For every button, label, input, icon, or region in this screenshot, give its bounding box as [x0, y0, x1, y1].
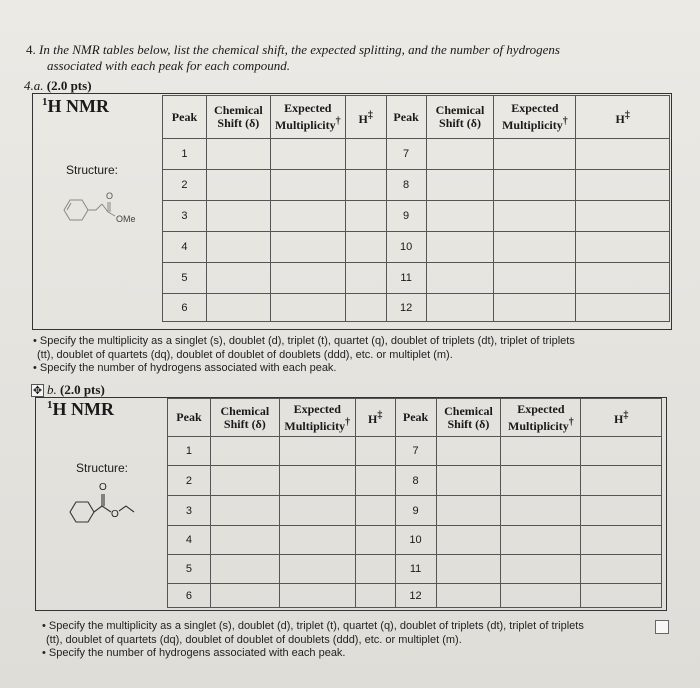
peak-number: 8 [386, 170, 426, 201]
peak-number: 3 [168, 496, 211, 526]
table-row [163, 263, 670, 294]
h-count-cell[interactable] [576, 263, 670, 294]
multiplicity-cell[interactable] [501, 466, 581, 496]
h-count-cell[interactable] [345, 294, 386, 322]
peak-number: 2 [163, 170, 207, 201]
multiplicity-cell[interactable] [270, 170, 345, 201]
question-number: 4. [26, 42, 36, 57]
shift-cell[interactable] [436, 555, 501, 584]
table-row [168, 437, 662, 466]
part-b-label: b. (2.0 pts) [47, 382, 105, 397]
h-count-cell[interactable] [576, 232, 670, 263]
table-row [168, 526, 662, 555]
header-peak: Peak [386, 96, 426, 139]
part-b-nmr-table [167, 398, 662, 608]
header-chemical-shift: Chemical Shift (δ) [426, 96, 494, 139]
peak-number: 7 [386, 139, 426, 170]
table-row [163, 294, 670, 322]
shift-cell[interactable] [210, 584, 279, 608]
h-count-cell[interactable] [345, 201, 386, 232]
part-b-ester-o: O [111, 509, 119, 520]
h-count-cell[interactable] [576, 294, 670, 322]
peak-number: 4 [163, 232, 207, 263]
h-count-cell[interactable] [355, 466, 395, 496]
peak-number: 12 [386, 294, 426, 322]
multiplicity-cell[interactable] [501, 584, 581, 608]
peak-number: 10 [386, 232, 426, 263]
h-count-cell[interactable] [345, 263, 386, 294]
peak-number: 10 [395, 526, 436, 555]
shift-cell[interactable] [426, 263, 494, 294]
table-row [163, 139, 670, 170]
peak-number: 11 [386, 263, 426, 294]
table-row [168, 584, 662, 608]
shift-cell[interactable] [426, 294, 494, 322]
h-count-cell[interactable] [355, 437, 395, 466]
shift-cell[interactable] [210, 496, 279, 526]
question-text [26, 42, 676, 74]
h-count-cell[interactable] [576, 139, 670, 170]
peak-number: 8 [395, 466, 436, 496]
shift-cell[interactable] [426, 170, 494, 201]
question-line-1: In the NMR tables below, list the chemical shift, the expected splitting, and the number of hydrogens [39, 42, 560, 57]
peak-number: 3 [163, 201, 207, 232]
table-row [163, 201, 670, 232]
multiplicity-cell[interactable] [494, 139, 576, 170]
shift-cell[interactable] [206, 232, 270, 263]
header-chemical-shift: Chemical Shift (δ) [206, 96, 270, 139]
table-row [163, 232, 670, 263]
part-a-note-2: (tt), doublet of quartets (dq), doublet of doublet of doublets (ddd), etc. or multiplet (m). [37, 348, 453, 361]
part-a-nmr-title: $^1$H NMR [42, 96, 109, 116]
part-a-notes [33, 335, 673, 376]
multiplicity-cell[interactable] [494, 294, 576, 322]
header-multiplicity: Expected Multiplicity† [270, 96, 345, 139]
part-a-structure-drawing [58, 186, 148, 228]
table-row [168, 466, 662, 496]
multiplicity-cell[interactable] [494, 201, 576, 232]
multiplicity-cell[interactable] [270, 201, 345, 232]
shift-cell[interactable] [210, 555, 279, 584]
multiplicity-cell[interactable] [494, 232, 576, 263]
h-count-cell[interactable] [355, 584, 395, 608]
h-count-cell[interactable] [345, 170, 386, 201]
part-b-note-3: • Specify the number of hydrogens associated with each peak. [42, 647, 346, 659]
shift-cell[interactable] [436, 584, 501, 608]
header-chemical-shift: Chemical Shift (δ) [210, 399, 279, 437]
shift-cell[interactable] [206, 139, 270, 170]
part-b-note-1: • Specify the multiplicity as a singlet (s), doublet (d), triplet (t), quartet (q), doublet of triplets (dt), triplet of triplets [42, 620, 584, 632]
multiplicity-cell[interactable] [270, 263, 345, 294]
shift-cell[interactable] [206, 201, 270, 232]
part-b-header-row [168, 399, 662, 437]
multiplicity-cell[interactable] [279, 555, 355, 584]
header-peak: Peak [163, 96, 207, 139]
table-row [168, 555, 662, 584]
multiplicity-cell[interactable] [501, 437, 581, 466]
checkbox-icon[interactable] [655, 620, 669, 634]
peak-number: 5 [163, 263, 207, 294]
move-icon[interactable]: ✥ [32, 384, 43, 397]
part-a-nmr-table [162, 95, 670, 322]
multiplicity-cell[interactable] [501, 555, 581, 584]
multiplicity-cell[interactable] [279, 496, 355, 526]
peak-number: 7 [395, 437, 436, 466]
part-a-note-1: • Specify the multiplicity as a singlet (s), doublet (d), triplet (t), quartet (q), doublet of triplets (dt), triplet of triplets [33, 335, 575, 347]
multiplicity-cell[interactable] [501, 496, 581, 526]
peak-number: 12 [395, 584, 436, 608]
peak-number: 6 [163, 294, 207, 322]
h-count-cell[interactable] [355, 496, 395, 526]
h-count-cell[interactable] [345, 232, 386, 263]
multiplicity-cell[interactable] [279, 526, 355, 555]
peak-number: 1 [163, 139, 207, 170]
part-a-ome-label: OMe [116, 214, 136, 224]
h-count-cell[interactable] [581, 584, 662, 608]
part-b-notes [42, 620, 652, 661]
multiplicity-cell[interactable] [279, 437, 355, 466]
peak-number: 5 [168, 555, 211, 584]
question-line-2: associated with each peak for each compound. [47, 58, 290, 73]
header-multiplicity: Expected Multiplicity† [494, 96, 576, 139]
h-count-cell[interactable] [355, 555, 395, 584]
shift-cell[interactable] [210, 526, 279, 555]
h-count-cell[interactable] [345, 139, 386, 170]
part-a-header-row [163, 96, 670, 139]
shift-cell[interactable] [206, 170, 270, 201]
shift-cell[interactable] [436, 466, 501, 496]
table-row [168, 496, 662, 526]
part-a-label: 4.a. (2.0 pts) [24, 78, 92, 93]
shift-cell[interactable] [436, 496, 501, 526]
part-a-carbonyl-o: O [106, 191, 114, 201]
multiplicity-cell[interactable] [270, 232, 345, 263]
part-a-note-3: • Specify the number of hydrogens associated with each peak. [33, 362, 337, 374]
multiplicity-cell[interactable] [279, 584, 355, 608]
header-chemical-shift: Chemical Shift (δ) [436, 399, 501, 437]
multiplicity-cell[interactable] [279, 466, 355, 496]
shift-cell[interactable] [206, 263, 270, 294]
h-count-cell[interactable] [355, 526, 395, 555]
header-h: H‡ [581, 399, 662, 437]
peak-number: 1 [168, 437, 211, 466]
h-count-cell[interactable] [581, 437, 662, 466]
peak-number: 11 [395, 555, 436, 584]
shift-cell[interactable] [436, 526, 501, 555]
multiplicity-cell[interactable] [270, 139, 345, 170]
peak-number: 2 [168, 466, 211, 496]
part-b-carbonyl-o: O [99, 482, 107, 493]
peak-number: 4 [168, 526, 211, 555]
h-count-cell[interactable] [581, 526, 662, 555]
multiplicity-cell[interactable] [494, 170, 576, 201]
header-h: H‡ [576, 96, 670, 139]
part-b-note-2: (tt), doublet of quartets (dq), doublet of doublet of doublets (ddd), etc. or multiplet (m). [46, 633, 462, 646]
header-h: H‡ [355, 399, 395, 437]
multiplicity-cell[interactable] [270, 294, 345, 322]
h-count-cell[interactable] [581, 555, 662, 584]
shift-cell[interactable] [426, 232, 494, 263]
part-b-nmr-title: $^1$H NMR [47, 399, 114, 419]
header-peak: Peak [168, 399, 211, 437]
peak-number: 6 [168, 584, 211, 608]
shift-cell[interactable] [210, 437, 279, 466]
header-multiplicity: Expected Multiplicity† [279, 399, 355, 437]
shift-cell[interactable] [426, 201, 494, 232]
shift-cell[interactable] [206, 294, 270, 322]
h-count-cell[interactable] [581, 496, 662, 526]
part-a-structure-label: Structure: [66, 163, 119, 177]
h-count-cell[interactable] [581, 466, 662, 496]
shift-cell[interactable] [426, 139, 494, 170]
multiplicity-cell[interactable] [494, 263, 576, 294]
part-b-structure-label: Structure: [76, 461, 129, 475]
table-row [163, 170, 670, 201]
header-peak: Peak [395, 399, 436, 437]
peak-number: 9 [395, 496, 436, 526]
peak-number: 9 [386, 201, 426, 232]
h-count-cell[interactable] [576, 201, 670, 232]
part-b-structure-drawing [64, 480, 164, 530]
header-multiplicity: Expected Multiplicity† [501, 399, 581, 437]
h-count-cell[interactable] [576, 170, 670, 201]
shift-cell[interactable] [436, 437, 501, 466]
header-h: H‡ [345, 96, 386, 139]
multiplicity-cell[interactable] [501, 526, 581, 555]
shift-cell[interactable] [210, 466, 279, 496]
